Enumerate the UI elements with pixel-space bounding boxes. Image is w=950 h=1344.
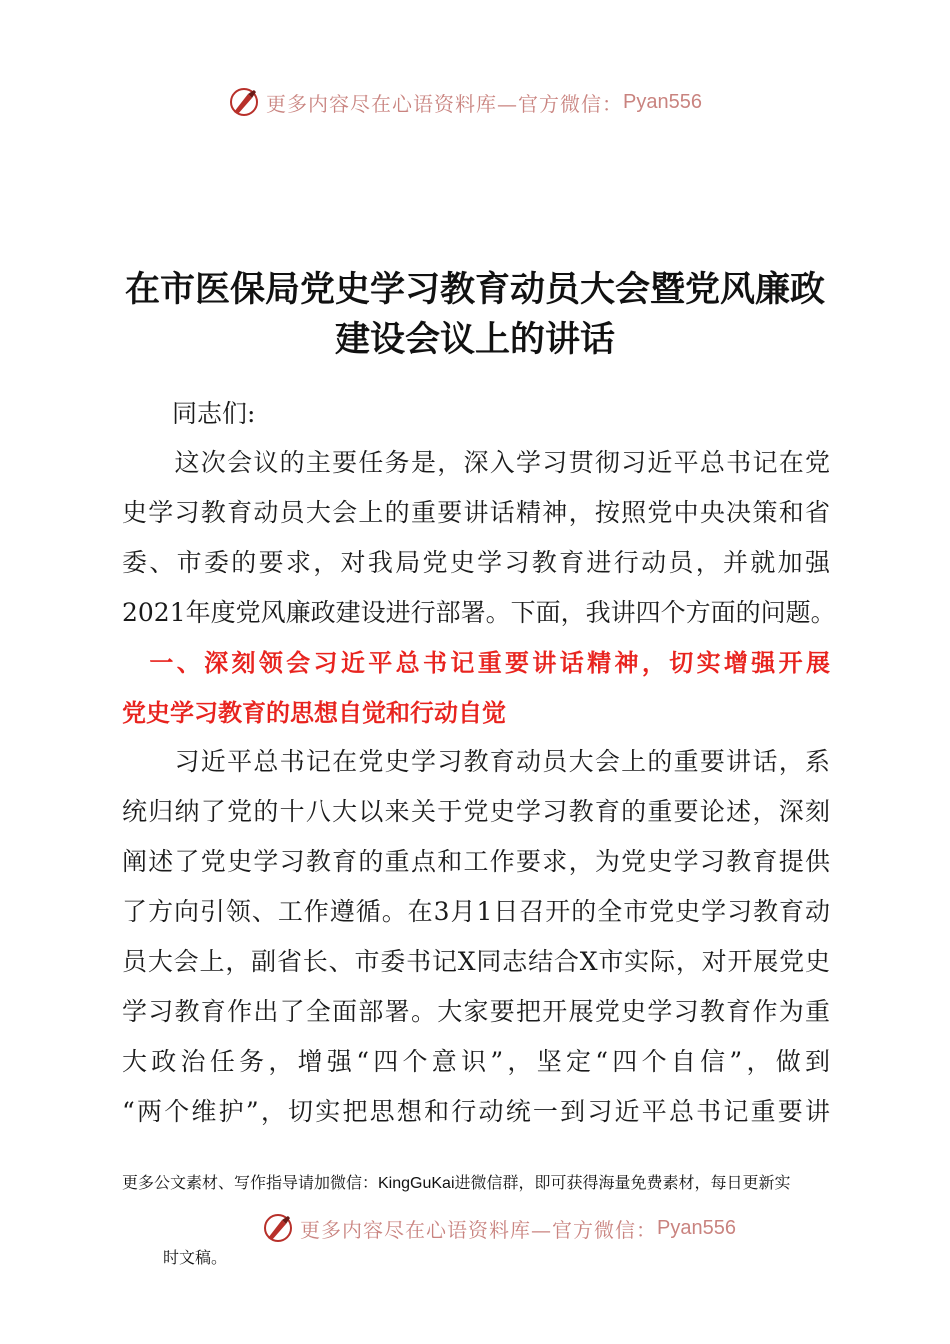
paragraph-2-line-2: 统归纳了党的十八大以来关于党史学习教育的重要论述，深刻 bbox=[122, 797, 830, 826]
paragraph-2-line-4: 了方向引领、工作遵循。在3月1日召开的全市党史学习教育动 bbox=[122, 897, 830, 926]
paragraph-1-line-3: 委、市委的要求，对我局党史学习教育进行动员，并就加强 bbox=[122, 548, 830, 577]
pen-logo-icon bbox=[228, 86, 260, 118]
paragraph-2-line-5: 员大会上，副省长、市委书记X同志结合X市实际，对开展党史 bbox=[122, 947, 830, 976]
watermark-text: 更多内容尽在心语资料库—官方微信： bbox=[266, 91, 623, 116]
pen-logo-icon bbox=[262, 1212, 294, 1244]
paragraph-1-line-4: 2021年度党风廉政建设进行部署。下面，我讲四个方面的问题。 bbox=[122, 598, 836, 627]
footer-line-1: 更多公文素材、写作指导请加微信：KingGuKai进微信群，即可获得海量免费素材，每日更新实 bbox=[122, 1175, 791, 1192]
paragraph-1-line-2: 史学习教育动员大会上的重要讲话精神，按照党中央决策和省 bbox=[122, 498, 830, 527]
paragraph-2-line-6: 学习教育作出了全面部署。大家要把开展党史学习教育作为重 bbox=[122, 997, 830, 1026]
paragraph-2-line-3: 阐述了党史学习教育的重点和工作要求，为党史学习教育提供 bbox=[122, 847, 830, 876]
watermark-bottom bbox=[262, 1212, 736, 1244]
paragraph-2-line-8: “两个维护”，切实把思想和行动统一到习近平总书记重要讲 bbox=[122, 1097, 830, 1126]
document-title-line-2: 建设会议上的讲话 bbox=[334, 320, 615, 360]
paragraph-2-line-1: 习近平总书记在党史学习教育动员大会上的重要讲话，系 bbox=[122, 747, 830, 776]
watermark-text: 更多内容尽在心语资料库—官方微信： bbox=[300, 1217, 657, 1242]
watermark-id: Pyan556 bbox=[623, 90, 702, 113]
watermark-id: Pyan556 bbox=[657, 1216, 736, 1239]
paragraph-1-line-1: 这次会议的主要任务是，深入学习贯彻习近平总书记在党 bbox=[122, 448, 830, 477]
section-heading-1-line-2: 党史学习教育的思想自觉和行动自觉 bbox=[122, 699, 506, 727]
paragraph-2-line-7: 大政治任务，增强“四个意识”，坚定“四个自信”，做到 bbox=[122, 1047, 831, 1076]
section-heading-1-line-1: 一、深刻领会习近平总书记重要讲话精神，切实增强开展 bbox=[149, 649, 831, 677]
footer-line-2: 时文稿。 bbox=[163, 1250, 228, 1267]
watermark-top bbox=[228, 86, 702, 118]
salutation: 同志们: bbox=[172, 399, 256, 428]
document-title-line-1: 在市医保局党史学习教育动员大会暨党风廉政 bbox=[124, 270, 825, 310]
